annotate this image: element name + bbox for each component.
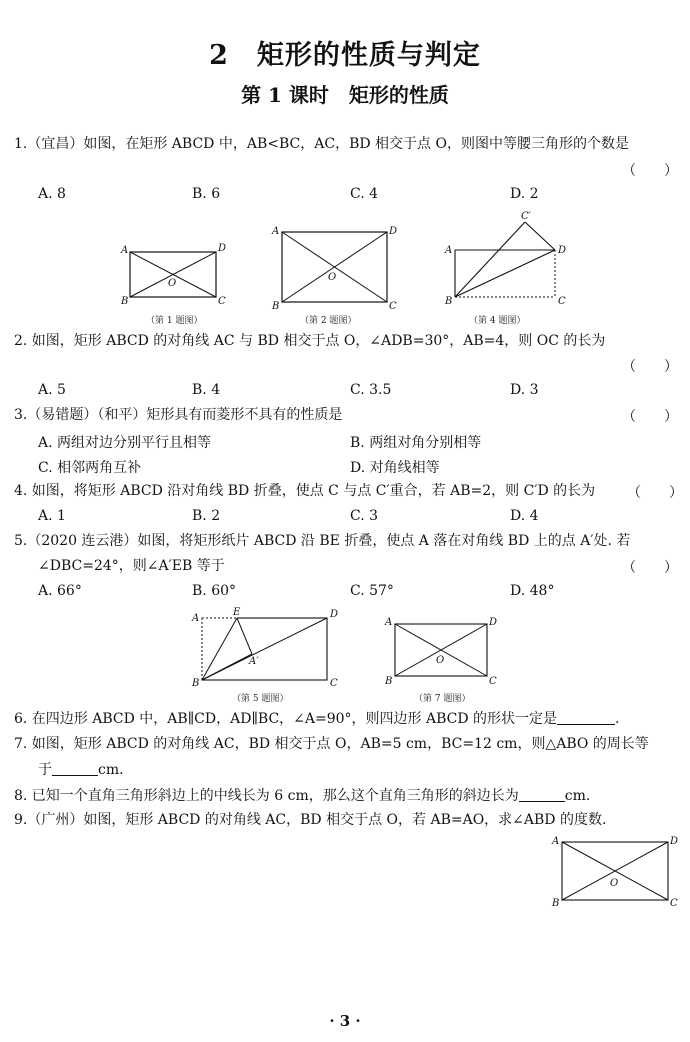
fig7-label-b: B bbox=[385, 676, 393, 687]
question-1-option-d: D. 2 bbox=[510, 186, 539, 202]
fig2-label-d: D bbox=[389, 226, 398, 237]
question-3-answer-paren: （ ） bbox=[622, 409, 678, 425]
question-7-suffix: cm. bbox=[98, 762, 124, 778]
question-4-option-b: B. 2 bbox=[192, 508, 221, 524]
fig5-label-a-prime: A′ bbox=[249, 656, 259, 667]
question-3-option-b: B. 两组对角分别相等 bbox=[350, 435, 482, 451]
fig2-label-c: C bbox=[389, 301, 397, 312]
fig4-label-c-prime: C′ bbox=[521, 211, 531, 222]
question-6-text: 6. 在四边形 ABCD 中，AB∥CD，AD∥BC，∠A=90°，则四边形 ABCD 的形状一定是 bbox=[14, 711, 558, 727]
fig9-label-c: C bbox=[670, 898, 678, 909]
fig7-label-o: O bbox=[436, 655, 445, 666]
fig4-label-d: D bbox=[558, 245, 567, 256]
figure-1 bbox=[120, 240, 230, 310]
question-3-text: 3.（易错题）（和平）矩形具有而菱形不具有的性质是 bbox=[14, 407, 343, 423]
question-8-text: 8. 已知一个直角三角形斜边上的中线长为 6 cm，那么这个直角三角形的斜边长为 bbox=[14, 788, 519, 804]
figure-7-caption: （第 7 题图） bbox=[414, 694, 471, 704]
question-2-option-d: D. 3 bbox=[510, 382, 539, 398]
question-6-answer-blank[interactable] bbox=[557, 710, 615, 725]
fig4-label-c: C bbox=[558, 296, 566, 307]
question-1-option-b: B. 6 bbox=[192, 186, 221, 202]
question-2-option-c: C. 3.5 bbox=[350, 382, 392, 398]
question-7-text-cont: 于 bbox=[38, 762, 52, 778]
question-8-suffix: cm. bbox=[564, 788, 591, 804]
section-title: 2 矩形的性质与判定 bbox=[209, 40, 481, 71]
fig5-label-d: D bbox=[330, 609, 339, 620]
page-number: · 3 · bbox=[329, 1012, 361, 1030]
fig9-label-b: B bbox=[552, 898, 560, 909]
fig4-label-b: B bbox=[445, 296, 453, 307]
figure-9 bbox=[550, 832, 685, 910]
figure-4-caption: （第 4 题图） bbox=[469, 316, 526, 326]
question-1-option-c: C. 4 bbox=[350, 186, 379, 202]
question-4-option-a: A. 1 bbox=[38, 508, 66, 524]
fig7-label-a: A bbox=[385, 617, 393, 628]
question-9-text: 9.（广州）如图，矩形 ABCD 的对角线 AC，BD 相交于点 O，若 AB=AO，求∠ABD 的度数. bbox=[14, 812, 607, 828]
question-3-option-d: D. 对角线相等 bbox=[350, 460, 440, 476]
lesson-subtitle: 第 1 课时 矩形的性质 bbox=[241, 83, 449, 107]
fig5-label-b: B bbox=[192, 678, 200, 689]
question-4-option-d: D. 4 bbox=[510, 508, 539, 524]
fig1-label-o: O bbox=[168, 278, 177, 289]
fig4-label-a: A bbox=[445, 245, 453, 256]
fig2-label-b: B bbox=[272, 301, 280, 312]
question-5-option-d: D. 48° bbox=[510, 583, 555, 599]
question-1-answer-paren: （ ） bbox=[622, 163, 678, 179]
question-2-answer-paren: （ ） bbox=[622, 359, 678, 375]
question-1-option-a: A. 8 bbox=[38, 186, 66, 202]
question-6 bbox=[14, 710, 620, 728]
fig5-label-a: A bbox=[192, 613, 200, 624]
question-4-answer-paren: （ ） bbox=[627, 485, 683, 501]
fig9-label-a: A bbox=[552, 836, 560, 847]
question-2-option-b: B. 4 bbox=[192, 382, 221, 398]
question-7-cont bbox=[38, 761, 124, 779]
figure-2 bbox=[270, 222, 400, 312]
figure-5 bbox=[192, 606, 347, 688]
figure-4 bbox=[445, 210, 575, 310]
question-7-text: 7. 如图，矩形 ABCD 的对角线 AC，BD 相交于点 O，AB=5 cm，BC=12 cm，则△ABO 的周长等 bbox=[14, 736, 649, 752]
question-4-text: 4. 如图，将矩形 ABCD 沿对角线 BD 折叠，使点 C 与点 C′重合，若 AB=2，则 C′D 的长为 bbox=[14, 483, 596, 499]
figure-5-caption: （第 5 题图） bbox=[232, 694, 289, 704]
fig5-label-e: E bbox=[233, 607, 241, 618]
fig7-label-c: C bbox=[489, 676, 497, 687]
fig1-label-d: D bbox=[218, 243, 227, 254]
fig7-label-d: D bbox=[489, 617, 498, 628]
fig2-label-a: A bbox=[272, 226, 280, 237]
question-3-option-c: C. 相邻两角互补 bbox=[38, 460, 142, 476]
figure-7 bbox=[383, 612, 503, 690]
question-7-answer-blank[interactable] bbox=[52, 761, 98, 776]
fig1-label-b: B bbox=[121, 296, 129, 307]
figure-2-caption: （第 2 题图） bbox=[300, 316, 357, 326]
question-6-suffix: . bbox=[615, 711, 620, 727]
question-5-answer-paren: （ ） bbox=[622, 560, 678, 576]
question-8 bbox=[14, 787, 590, 805]
question-5-option-a: A. 66° bbox=[38, 583, 82, 599]
fig9-label-o: O bbox=[610, 878, 619, 889]
fig5-label-c: C bbox=[330, 678, 338, 689]
question-4-option-c: C. 3 bbox=[350, 508, 379, 524]
question-3-option-a: A. 两组对边分别平行且相等 bbox=[38, 435, 212, 451]
question-5-text: 5.（2020 连云港）如图，将矩形纸片 ABCD 沿 BE 折叠，使点 A 落在对角线 BD 上的点 A′处. 若 bbox=[14, 533, 631, 549]
question-8-answer-blank[interactable] bbox=[519, 787, 565, 802]
fig2-label-o: O bbox=[328, 272, 337, 283]
question-5-text-cont: ∠DBC=24°，则∠A′EB 等于 bbox=[38, 558, 225, 574]
figure-1-caption: （第 1 题图） bbox=[146, 316, 203, 326]
question-2-option-a: A. 5 bbox=[38, 382, 66, 398]
fig1-label-a: A bbox=[121, 245, 129, 256]
question-5-option-b: B. 60° bbox=[192, 583, 237, 599]
question-2-text: 2. 如图，矩形 ABCD 的对角线 AC 与 BD 相交于点 O，∠ADB=30°，AB=4，则 OC 的长为 bbox=[14, 333, 606, 349]
question-1-text: 1.（宜昌）如图，在矩形 ABCD 中，AB<BC，AC，BD 相交于点 O，则图中等腰三角形的个数是 bbox=[14, 136, 629, 152]
fig9-label-d: D bbox=[670, 836, 679, 847]
fig1-label-c: C bbox=[218, 296, 226, 307]
question-5-option-c: C. 57° bbox=[350, 583, 394, 599]
